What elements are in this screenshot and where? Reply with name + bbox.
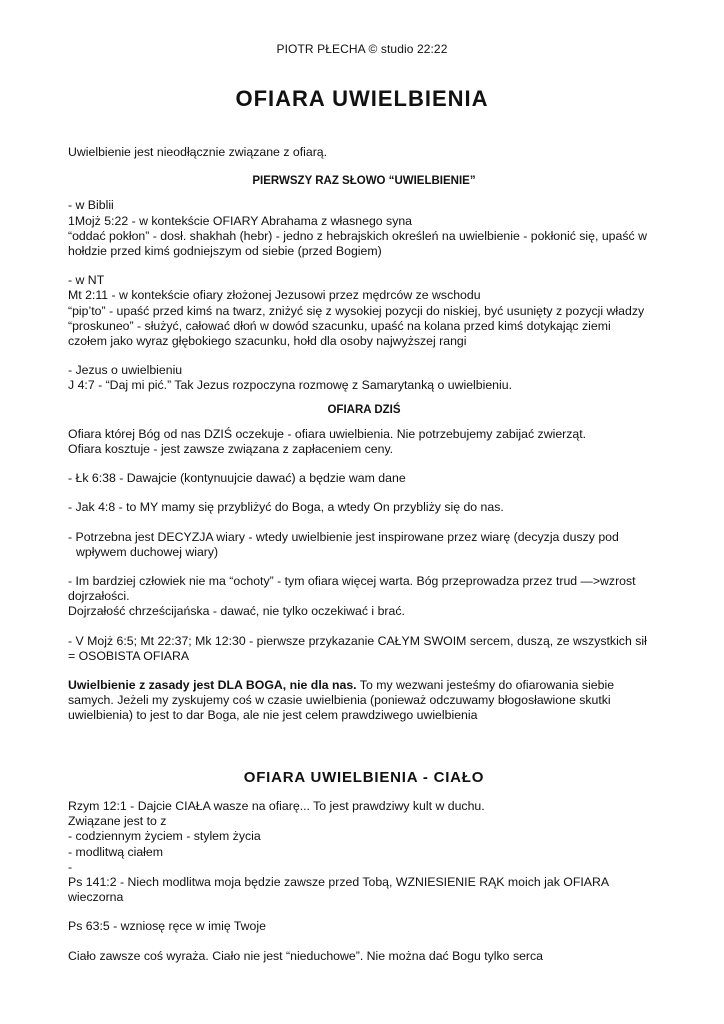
text-line: Rzym 12:1 - Dajcie CIAŁA wasze na ofiarę... To jest prawdziwy kult w duchu.	[68, 798, 485, 813]
emphasis-paragraph	[68, 678, 660, 693]
text-line: wpływem duchowej wiary)	[76, 544, 219, 559]
text-line: “proskuneo” - służyć, całować dłoń w dowód szacunku, upaść na kolana przed kimś dotykając ziemi	[68, 318, 611, 333]
text-line: Ciało zawsze coś wyraża. Ciało nie jest “nieduchowe”. Nie można dać Bogu tylko serca	[68, 948, 544, 963]
text-line: - Jak 4:8 - to MY mamy się przybliżyć do Boga, a wtedy On przybliży się do nas.	[68, 500, 504, 515]
text-line: - modlitwą ciałem	[68, 844, 163, 859]
document-body	[68, 145, 660, 964]
section-heading-body: OFIARA UWIELBIENIA - CIAŁO	[243, 768, 485, 786]
text-line: “oddać pokłon” - dosł. shakhah (hebr) - jedno z hebrajskich określeń na uwielbienie - pokłonić się, upaść w	[68, 228, 647, 243]
text-line: wieczorna	[68, 890, 124, 905]
text-line: - Łk 6:38 - Dawajcie (kontynuujcie dawać) a będzie wam dane	[68, 471, 406, 486]
text-line: Związane jest to z	[68, 814, 167, 829]
text-line: - Jezus o uwielbieniu	[68, 363, 183, 378]
text-line: Ps 63:5 - wzniosę ręce w imię Twoje	[68, 919, 266, 934]
section-heading-first-word: PIERWSZY RAZ SŁOWO “UWIELBIENIE”	[252, 175, 476, 188]
text-line: Ofiara kosztuje - jest zawsze związana z zapłaceniem ceny.	[68, 442, 394, 457]
bold-text: Uwielbienie z zasady jest DLA BOGA, nie dla nas.	[68, 678, 357, 693]
text-line: - Im bardziej człowiek nie ma “ochoty” - tym ofiara więcej warta. Bóg przeprowadza przez trud —>wzrost	[68, 574, 636, 589]
text-line: - w NT	[68, 273, 105, 288]
text-line: hołdzie przed kimś godniejszym od siebie (przed Bogiem)	[68, 244, 382, 259]
document-title: OFIARA UWIELBIENIA	[235, 86, 489, 111]
text-line: - V Mojż 6:5; Mt 22:37; Mk 12:30 - pierwsze przykazanie CAŁYM SWOIM sercem, duszą, ze wszystkich sił	[68, 633, 647, 648]
text-line: Mt 2:11 - w kontekście ofiary złożonej Jezusowi przez mędrców ze wschodu	[68, 288, 481, 303]
text-line: -	[68, 859, 73, 874]
text-line: Ps 141:2 - Niech modlitwa moja będzie zawsze przed Tobą, WZNIESIENIE RĄK moich jak OFIARA	[68, 874, 610, 889]
text-line: samych. Jeżeli my zyskujemy coś w czasie uwielbienia (ponieważ odczuwamy błogosławione skutki	[68, 693, 611, 708]
text-line: - Potrzebna jest DECYZJA wiary - wtedy uwielbienie jest inspirowane przez wiarę (decyzja duszy pod	[68, 529, 619, 544]
text-line: Dojrzałość chrześcijańska - dawać, nie tylko oczekiwać i brać.	[68, 604, 405, 619]
text-line: - w Biblii	[68, 198, 114, 213]
intro-paragraph: Uwielbienie jest nieodłącznie związane z ofiarą.	[68, 145, 328, 159]
page-header: PIOTR PŁECHA © studio 22:22	[276, 42, 448, 56]
text-line: dojrzałości.	[68, 589, 130, 604]
text-line: = OSOBISTA OFIARA	[68, 648, 190, 663]
text-line: - codziennym życiem - stylem życia	[68, 829, 261, 844]
text-line: 1Mojż 5:22 - w kontekście OFIARY Abrahama z własnego syna	[68, 213, 413, 228]
text-line: “pip’to” - upaść przed kimś na twarz, zniżyć się z wysokiej pozycji do niskiej, być usunięty z pozycji władzy	[68, 303, 645, 318]
text-line: uwielbienia) to jest to dar Boga, ale nie jest celem prawdziwego uwielbienia	[68, 708, 478, 723]
text-line: Ofiara której Bóg od nas DZIŚ oczekuje - ofiara uwielbienia. Nie potrzebujemy zabijać zwierząt.	[68, 426, 587, 441]
text-span: To my wezwani jesteśmy do ofiarowania siebie	[356, 678, 615, 693]
text-line: J 4:7 - “Daj mi pić.” Tak Jezus rozpoczyna rozmowę z Samarytanką o uwielbieniu.	[68, 378, 513, 393]
text-line: czołem jako wyraz głębokiego szacunku, hołd dla osoby najwyższej rangi	[68, 334, 467, 349]
section-heading-offering-today: OFIARA DZIŚ	[327, 403, 401, 416]
